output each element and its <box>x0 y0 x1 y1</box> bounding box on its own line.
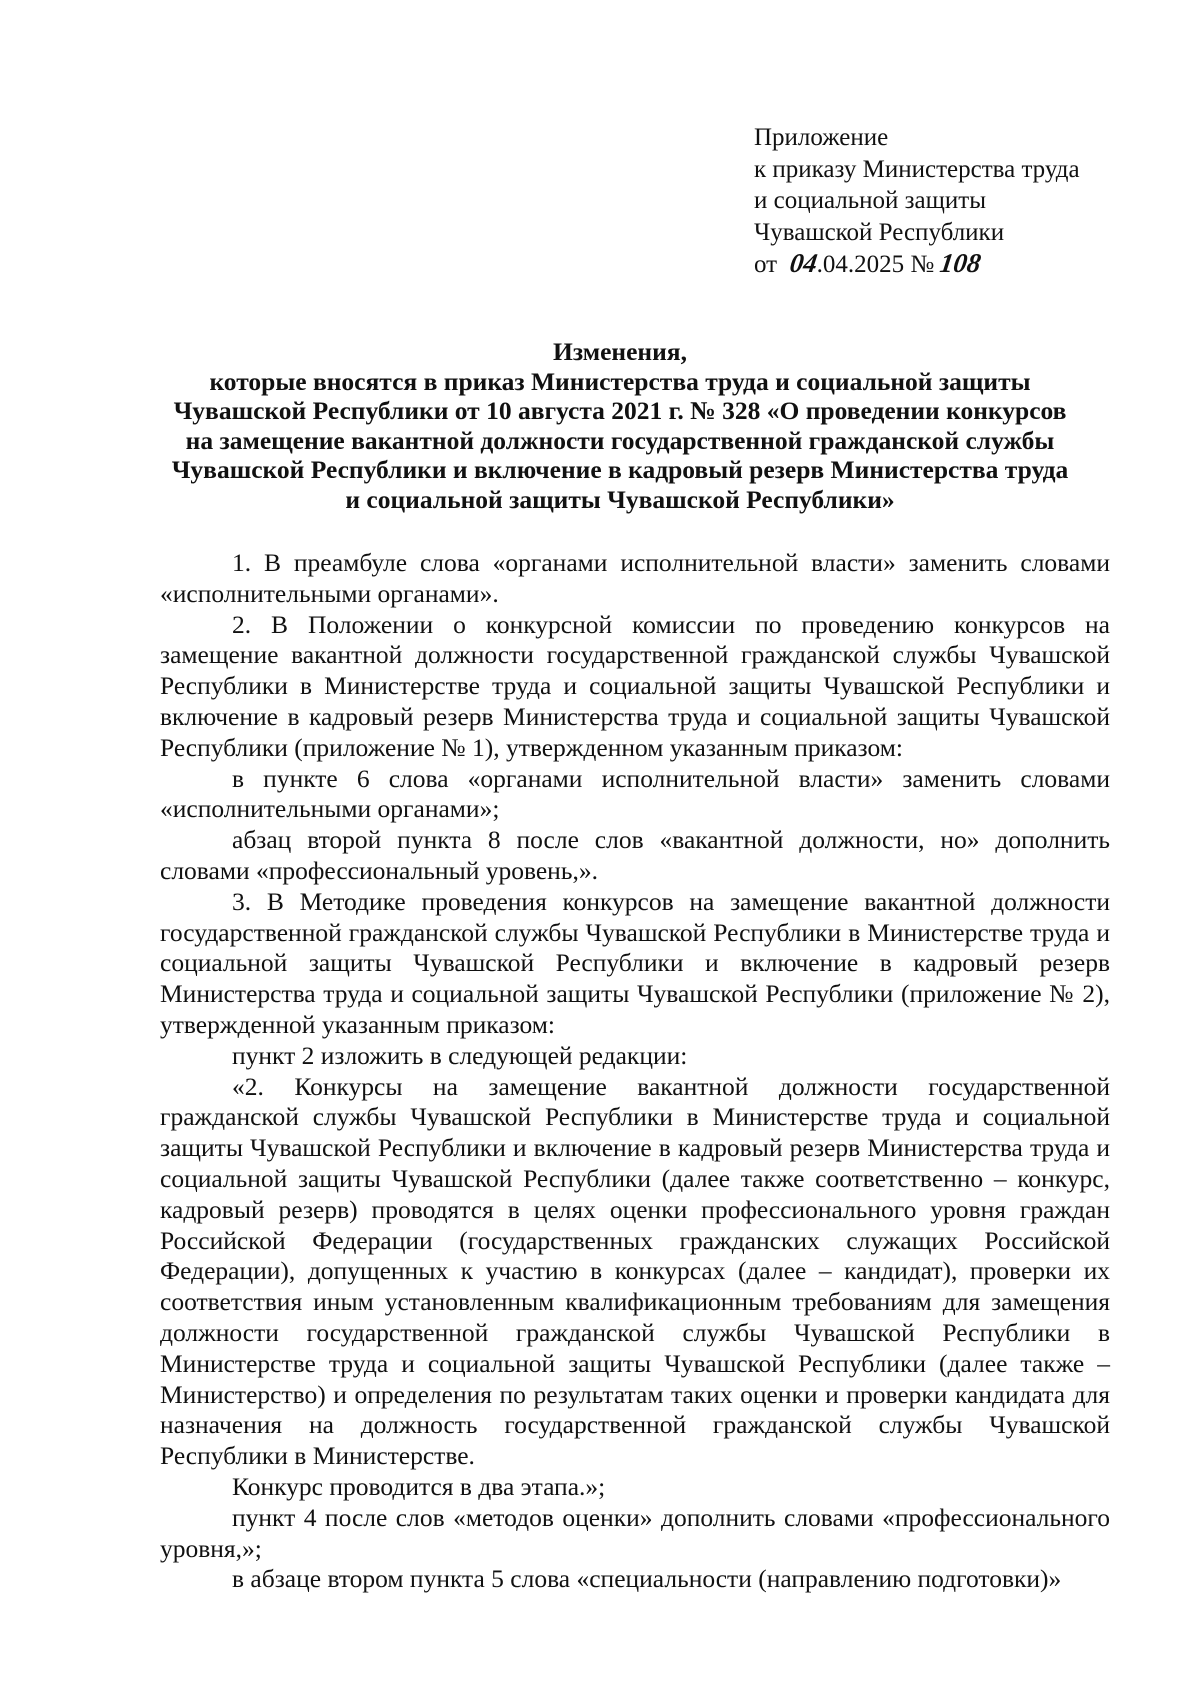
handwritten-day: 04 <box>787 248 819 278</box>
document-body <box>160 548 1110 1595</box>
appendix-line: к приказу Министерства труда <box>754 155 1080 183</box>
date-rest: .04.2025 № <box>816 251 935 278</box>
title-line: Чувашской Республики и включение в кадровый резерв Министерства труда <box>171 455 1069 484</box>
appendix-line: Чувашской Республики <box>754 218 1005 246</box>
appendix-header <box>754 122 1080 281</box>
appendix-line: Приложение <box>754 124 889 151</box>
title-line: на замещение вакантной должности государственной гражданской службы <box>185 425 1055 455</box>
paragraph-subitem: пункт 2 изложить в следующей редакции: <box>232 1040 688 1070</box>
paragraph-subitem: пункт 4 после слов «методов оценки» дополнить словами «профессионального уровня,»; <box>160 1502 1110 1563</box>
title-line: Чувашской Республики от 10 августа 2021 г. № 328 «О проведении конкурсов <box>173 396 1067 425</box>
paragraph-item-3: 3. В Методике проведения конкурсов на замещение вакантной должности государственной гражданской службы Чувашской Республики в Министерстве труда и социальной защиты Чувашской Республики и включение в кадровый резерв Министерства труда и социальной защиты Чувашской Республики (приложение № 2), утвержденной указанным приказом: <box>160 886 1110 1039</box>
paragraph-subitem: в пункте 6 слова «органами исполнительной власти» заменить словами «исполнительными органами»; <box>160 763 1110 824</box>
paragraph-item-1: 1. В преамбуле слова «органами исполнительной власти» заменить словами «исполнительными органами». <box>160 548 1110 608</box>
appendix-date-line <box>754 248 1080 281</box>
title-heading: Изменения, <box>553 337 687 366</box>
paragraph-subitem: абзац второй пункта 8 после слов «вакантной должности, но» дополнить словами «профессиональный уровень,». <box>160 825 1110 885</box>
paragraph-quote: «2. Конкурсы на замещение вакантной должности государственной гражданской службы Чувашской Республики в Министерстве труда и социальной защиты Чувашской Республики и включение в кадровый резерв Министерства труда и социальной защиты Чувашской Республики (далее также соответственно – конкурс, кадровый резерв) проводятся в целях оценки профессионального уровня граждан Российской Федерации (государственных гражданских служащих Российской Федерации), допущенных к участию в конкурсах (далее – кандидат), проверки их соответствия иным установленным квалификационным требованиям для замещения должности государственной гражданской службы Чувашской Республики в Министерстве труда и социальной защиты Чувашской Республики (далее также – Министерство) и определения по результатам таких оценки и проверки кандидата для назначения на должность государственной гражданской службы Чувашской Республики в Министерстве. <box>160 1071 1110 1471</box>
date-prefix: от <box>754 251 778 278</box>
paragraph-subitem: Конкурс проводится в два этапа.»; <box>232 1471 606 1501</box>
title-line: и социальной защиты Чувашской Республики» <box>345 484 895 514</box>
paragraph-item-2: 2. В Положении о конкурсной комиссии по проведению конкурсов на замещение вакантной должности государственной гражданской службы Чувашской Республики в Министерстве труда и социальной защиты Чувашской Республики и включение в кадровый резерв Министерства труда и социальной защиты Чувашской Республики (приложение № 1), утвержденном указанным приказом: <box>160 609 1110 762</box>
document-title <box>150 337 1090 514</box>
appendix-line: и социальной защиты <box>754 187 987 214</box>
paragraph-subitem: в абзаце втором пункта 5 слова «специальности (направлению подготовки)» <box>232 1564 1062 1594</box>
title-line: которые вносятся в приказ Министерства труда и социальной защиты <box>209 366 1031 396</box>
handwritten-number: 108 <box>938 248 984 278</box>
